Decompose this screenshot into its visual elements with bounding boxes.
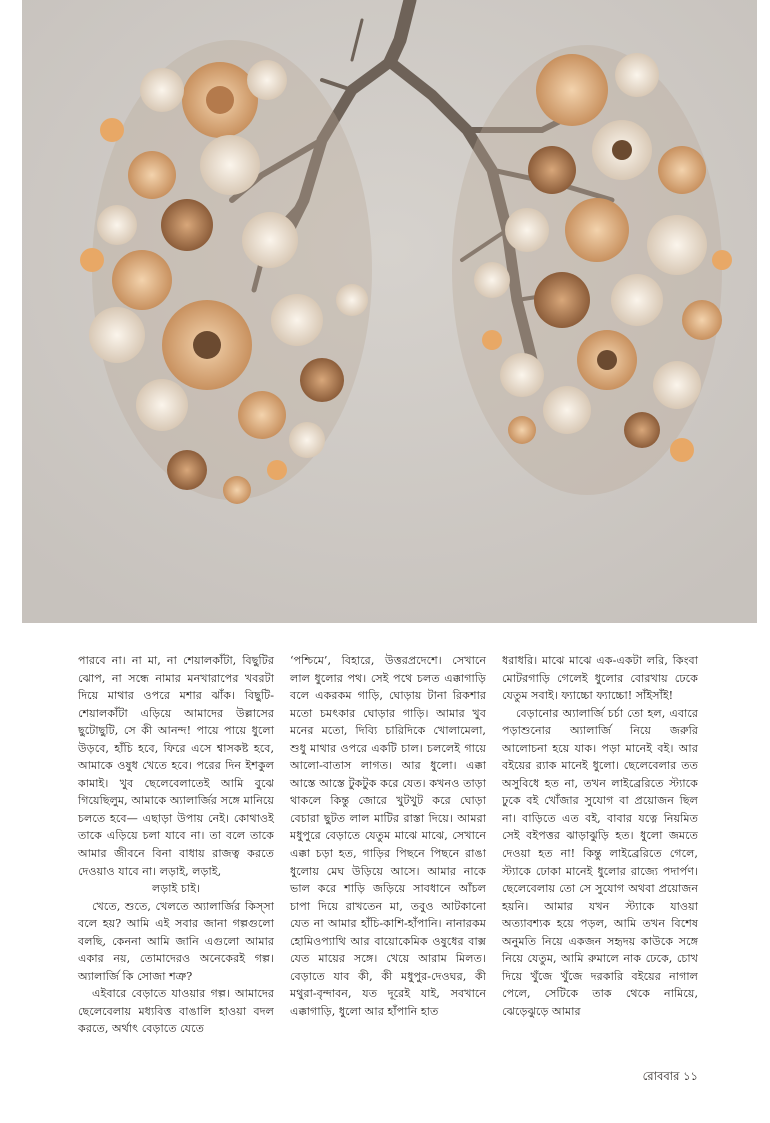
paragraph: পারবে না। না মা, না শেয়ালকাঁটা, বিছুটির ঝোপ, না সন্ধে নামার মনখারাপের খবরটা দিয়ে মাথার ওপরে মশার ঝাঁক। বিছুটি-শেয়ালকাঁটা এড়িয়ে আমাদের উল্লাসের ছুটোছুটি, সে কী আনন্দ! পায়ে পায়ে ধুলো উড়বে, হাঁচি হবে, ফিরে এসে শ্বাসকষ্ট হবে, আমাকে ওষুধ খেতে হবে। পরের দিন ইশকুল কামাই। খুব ছেলেবেলাতেই আমি বুঝে গিয়েছিলুম, আমাকে অ্যালার্জির সঙ্গে মানিয়ে চলতে হবে— এছাড়া উপায় নেই। কোথাওই তাকে এড়িয়ে চলা যাবে না। তা বলে তাকে আমার জীবনে বিনা বাধায় রাজত্ব করতে দেওয়াও যাবে না। লড়াই, লড়াই, bbox=[78, 654, 274, 878]
article-column-1 bbox=[78, 652, 274, 1047]
paragraph: ‘পশ্চিমে’, বিহারে, উত্তরপ্রদেশে। সেখানে লাল ধুলোর পথ। সেই পথে চলত এক্কাগাড়ি বলে একরকম গাড়ি, ঘোড়ায় টানা রিকশার মতো চমৎকার ঘোড়ার গাড়ি। আমার খুব মনের মতো, দিব্যি চারিদিকে খোলামেলা, শুধু মাথার ওপরে একটি চাল। চললেই গায়ে আলো-বাতাস লাগত। আর ধুলো। এক্কা আস্তে আস্তে টুকটুক করে যেত। কখনও তাড়া থাকলে কিন্তু জোরে খুটখুট করে ঘোড়া বেচারা ছুটত লাল মাটির রাস্তা দিয়ে। আমরা মধুপুরে বেড়াতে যেতুম মাঝে মাঝে, সেখানে এক্কা চড়া হত, গাড়ির পিছনে পিছনে রাঙা ধুলোয় মেঘ উড়িয়ে আসে। আমার নাকে ভাল করে শাড়ি জড়িয়ে সাবধানে আঁচল চাপা দিয়ে রাখতেন মা, তবুও আটকানো যেত না আমার হাঁচি-কাশি-হাঁপানি। নানারকম হোমিওপ্যাথি আর বায়োকেমিক ওষুধের বাক্স যেত মায়ের সঙ্গে। খেয়ে আরাম মিলত। বেড়াতে যাব কী, কী মধুপুর-দেওঘর, কী মথুরা-বৃন্দাবন, যত দূরেই যাই, সবখানে এক্কাগাড়ি, ধুলো আর হাঁপানি হাত bbox=[290, 654, 486, 1018]
page-folio: রোববার ১১ bbox=[642, 1069, 698, 1083]
paragraph: ধরাধরি। মাঝে মাঝে এক-একটা লরি, কিংবা মোটরগাড়ি গেলেই ধুলোর বোরখায় ঢেকে যেতুম সবাই। ফ্যাচ্চো ফ্যাচ্চো! সাঁইসাঁই! bbox=[502, 654, 698, 703]
paragraph: এইবারে বেড়াতে যাওয়ার গল্প। আমাদের ছেলেবেলায় মধ্যবিত্ত বাঙালি হাওয়া বদল করতে, অর্থাৎ বেড়াতে যেতে bbox=[78, 987, 274, 1036]
lungs-flower-illustration bbox=[22, 0, 757, 623]
paragraph: বেড়ানোর অ্যালার্জি চর্চা তো হল, এবারে পড়াশুনোর অ্যালার্জি নিয়ে জরুরি আলোচনা হয়ে যাক। পড়া মানেই বই। আর বইয়ের র‍্যাক মানেই ধুলো। ছেলেবেলার তত অসুবিধে হত না, তখন লাইব্রেরিতে স্ট্যাকে ঢুকে বই খোঁজার সুযোগ বা প্রয়োজন ছিল না। বাড়িতে এত বই, বাবার যত্নে নিয়মিত সেই বইপত্তর ঝাড়াঝুড়ি হত। ধুলো জমতে দেওয়া হত না! কিন্তু লাইব্রেরিতে গেলে, স্ট্যাকে ঢোকা মানেই ধুলোর রাজ্যে পদার্পণ। ছেলেবেলায় তো সে সুযোগ অথবা প্রয়োজন হয়নি। আমার যখন স্ট্যাকে যাওয়া অত্যাবশ্যক হয়ে পড়ল, আমি তখন বিশেষ অনুমতি নিয়ে একজন সহৃদয় কাউকে সঙ্গে নিয়ে যেতুম, আমি রুমালে নাক ঢেকে, চোখ দিয়ে খুঁজে খুঁজে দরকারি বইয়ের নাগাল পেলে, সেটিকে তাক থেকে নামিয়ে, ঝেড়েঝুড়ে আমার bbox=[502, 706, 698, 1018]
hero-photo bbox=[22, 0, 757, 623]
article-column-2 bbox=[290, 652, 486, 1047]
article-column-3 bbox=[502, 652, 698, 1047]
article-body bbox=[78, 652, 698, 1047]
paragraph: লড়াই চাই। bbox=[151, 882, 201, 896]
paragraph: খেতে, শুতে, খেলতে অ্যালার্জির কিস্সা বলে হয়? আমি এই সবার জানা গল্পগুলো বলছি, কেননা আমি জানি এগুলো আমার একার নয়, তোমাদেরও অনেকেরই গল্প। অ্যালার্জি কি সোজা শত্রু? bbox=[78, 899, 274, 983]
